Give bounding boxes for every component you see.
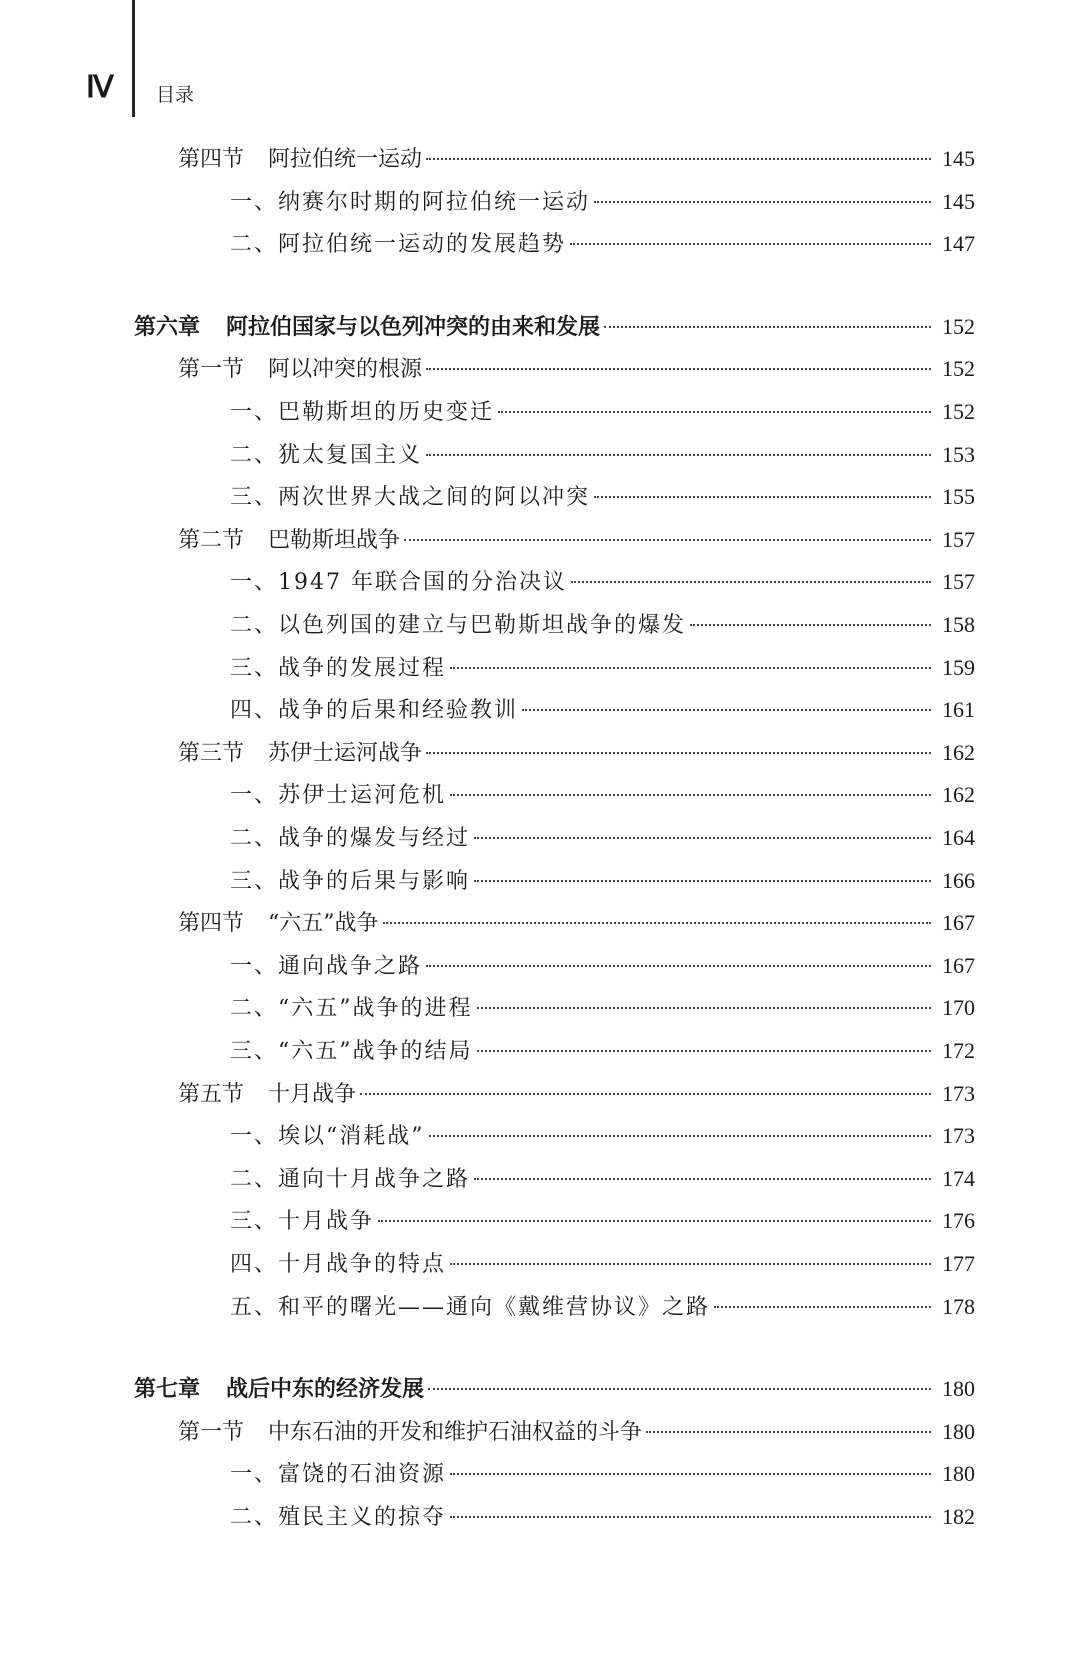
page-number-ref: 164: [942, 825, 975, 850]
page-number-ref: 152: [942, 313, 975, 339]
dot-leader: [450, 1473, 931, 1475]
toc-entry-title: [230, 438, 422, 469]
toc-row-item[interactable]: [230, 991, 975, 1031]
page-number-ref: 180: [942, 1376, 975, 1402]
dot-leader: [498, 411, 931, 413]
page-number-ref: 167: [942, 952, 975, 978]
toc-entry-title: [230, 1162, 470, 1193]
page-number-ref: 180: [942, 1461, 975, 1487]
toc-entry-title: [230, 185, 590, 216]
toc-row-item[interactable]: [230, 395, 975, 435]
section-number: 第二节: [178, 527, 245, 553]
entry-title-text: 阿拉伯统一运动: [268, 147, 423, 172]
entry-title-text: 苏伊士运河战争: [268, 740, 423, 766]
dot-leader: [378, 1220, 931, 1222]
entry-title-text: 一、1947 年联合国的分治决议: [230, 570, 567, 596]
toc-entry-title: [178, 352, 422, 383]
toc-entry-title: [230, 1457, 446, 1488]
entry-title-text: 一、苏伊士运河危机: [230, 783, 447, 809]
toc-entry-title: [230, 864, 470, 895]
dot-leader: [646, 1431, 931, 1433]
toc-row-item[interactable]: [230, 438, 975, 478]
toc-entry-title: [230, 608, 686, 639]
toc-row-item[interactable]: [230, 1034, 975, 1074]
entry-title-text: “六五”战争: [268, 911, 379, 937]
toc-entry-title: [178, 1415, 642, 1446]
page-number-ref: 172: [942, 1038, 975, 1063]
toc-row-section[interactable]: [178, 352, 975, 392]
toc-entry-title: [230, 565, 567, 596]
entry-title-text: 一、通向战争之路: [230, 953, 423, 979]
toc-entry-title: [230, 1290, 710, 1321]
page-number-ref: 178: [942, 1293, 975, 1319]
toc-row-item[interactable]: [230, 1457, 975, 1497]
dot-leader: [426, 454, 931, 456]
dot-leader: [477, 1050, 932, 1052]
toc-row-item[interactable]: [230, 1290, 975, 1330]
toc-row-item[interactable]: [230, 1204, 975, 1244]
toc-row-item[interactable]: [230, 227, 975, 267]
entry-title-text: 四、十月战争的特点: [230, 1252, 447, 1277]
entry-title-text: 一、埃以“消耗战”: [230, 1124, 425, 1150]
dot-leader: [474, 1178, 931, 1180]
page-number-ref: 145: [942, 188, 975, 214]
page-number-ref: 162: [942, 739, 975, 765]
dot-leader: [426, 965, 931, 967]
page-number-ref: 155: [942, 484, 975, 510]
toc-row-item[interactable]: [230, 1162, 975, 1202]
toc-row-section[interactable]: [178, 142, 975, 182]
entry-title-text: 二、“六五”战争的进程: [230, 996, 473, 1022]
toc-entry-title: [230, 227, 566, 258]
entry-title-text: 阿拉伯国家与以色列冲突的由来和发展: [226, 313, 601, 340]
dot-leader: [450, 1263, 931, 1265]
dot-leader: [450, 667, 931, 669]
toc-entry-title: [230, 821, 470, 852]
entry-title-text: 三、两次世界大战之间的阿以冲突: [230, 485, 591, 511]
dot-leader: [690, 624, 931, 626]
entry-title-text: 三、战争的后果与影响: [230, 868, 471, 894]
toc-entry-title: [230, 1204, 374, 1235]
toc-entry-title: [230, 480, 590, 511]
toc-entry-title: [230, 1034, 473, 1065]
toc-row-item[interactable]: [230, 949, 975, 989]
toc-entry-title: [178, 1077, 356, 1108]
running-header-title: 目录: [156, 84, 195, 106]
dot-leader: [604, 326, 931, 328]
toc-entry-title: [134, 310, 600, 341]
section-number: 第三节: [178, 740, 245, 766]
entry-title-text: 一、富饶的石油资源: [230, 1462, 447, 1488]
toc-row-item[interactable]: [230, 565, 975, 605]
toc-entry-title: [230, 991, 473, 1022]
toc-entry-title: [230, 949, 422, 980]
toc-row-item[interactable]: [230, 821, 975, 861]
toc-row-section[interactable]: [178, 736, 975, 776]
page-number-ref: 161: [942, 697, 975, 723]
page-number-ref: 174: [942, 1165, 975, 1191]
entry-title-text: 一、巴勒斯坦的历史变迁: [230, 400, 495, 425]
toc-row-item[interactable]: [230, 651, 975, 691]
toc-entry-title: [230, 395, 494, 426]
toc-entry-title: [230, 693, 518, 724]
toc-row-item[interactable]: [230, 185, 975, 225]
dot-leader: [360, 1093, 931, 1095]
page-number-ref: 159: [942, 654, 975, 680]
section-number: 第一节: [178, 1419, 245, 1445]
dot-leader: [428, 1388, 931, 1390]
section-number: 第四节: [178, 147, 245, 172]
page-number-ref: 173: [942, 1080, 975, 1106]
page-number-ref: 173: [942, 1123, 975, 1149]
toc-row-section[interactable]: [178, 1415, 975, 1455]
dot-leader: [571, 581, 931, 583]
page-number: Ⅳ: [86, 71, 112, 104]
page-number-ref: 167: [942, 910, 975, 936]
section-number: 第四节: [178, 911, 245, 937]
toc-row-section[interactable]: [178, 1077, 975, 1117]
toc-entry-title: [134, 1372, 424, 1403]
dot-leader: [426, 158, 931, 160]
toc-row-section[interactable]: [178, 906, 975, 946]
dot-leader: [714, 1306, 931, 1308]
entry-title-text: 阿以冲突的根源: [268, 357, 423, 383]
toc-row-item[interactable]: [230, 1119, 975, 1159]
toc-entry-title: [178, 142, 422, 173]
toc-entry-title: [230, 1119, 425, 1150]
entry-title-text: 二、阿拉伯统一运动的发展趋势: [230, 232, 567, 258]
dot-leader: [594, 496, 931, 498]
entry-title-text: 巴勒斯坦战争: [268, 527, 401, 553]
page-number-ref: 176: [942, 1208, 975, 1234]
dot-leader: [474, 837, 931, 839]
entry-title-text: 二、战争的爆发与经过: [230, 826, 471, 851]
entry-title-text: 二、通向十月战争之路: [230, 1166, 471, 1192]
header-divider: [132, 0, 135, 117]
entry-title-text: 四、战争的后果和经验教训: [230, 698, 519, 724]
entry-title-text: 五、和平的曙光——通向《戴维营协议》之路: [230, 1294, 711, 1320]
toc-row-item[interactable]: [230, 864, 975, 904]
toc-row-item[interactable]: [230, 693, 975, 733]
toc-entry-title: [178, 523, 400, 554]
section-number: 第五节: [178, 1081, 245, 1107]
page-number-ref: 147: [942, 231, 975, 257]
toc-row-item[interactable]: [230, 608, 975, 648]
dot-leader: [426, 368, 931, 370]
toc-entry-title: [230, 778, 446, 809]
dot-leader: [474, 880, 931, 882]
page-number-ref: 157: [942, 569, 975, 595]
toc-entry-title: [230, 1247, 446, 1278]
toc-row-chapter[interactable]: [134, 1372, 975, 1412]
toc-entry-title: [230, 651, 446, 682]
toc-row-item[interactable]: [230, 480, 975, 520]
dot-leader: [450, 794, 931, 796]
toc-entry-title: [230, 1500, 446, 1531]
toc-row-item[interactable]: [230, 1500, 975, 1540]
page-number-ref: 145: [942, 146, 975, 171]
toc-row-section[interactable]: [178, 523, 975, 563]
entry-title-text: 二、犹太复国主义: [230, 442, 423, 468]
dot-leader: [477, 1007, 932, 1009]
dot-leader: [383, 922, 931, 924]
toc-row-item[interactable]: [230, 778, 975, 818]
entry-title-text: 三、战争的发展过程: [230, 655, 447, 681]
dot-leader: [522, 709, 931, 711]
dot-leader: [429, 1135, 932, 1137]
toc-row-item[interactable]: [230, 1247, 975, 1287]
entry-title-text: 中东石油的开发和维护石油权益的斗争: [268, 1419, 643, 1445]
page-header: [0, 0, 1080, 130]
page-number-ref: 152: [942, 356, 975, 382]
entry-title-text: 二、以色列国的建立与巴勒斯坦战争的爆发: [230, 613, 687, 638]
section-number: 第一节: [178, 357, 245, 383]
chapter-number: 第七章: [134, 1376, 201, 1403]
dot-leader: [594, 201, 931, 203]
page-number-ref: 152: [942, 399, 975, 424]
page-number-ref: 170: [942, 995, 975, 1021]
entry-title-text: 三、“六五”战争的结局: [230, 1039, 473, 1064]
page-number-ref: 166: [942, 867, 975, 893]
entry-title-text: 二、殖民主义的掠夺: [230, 1505, 447, 1530]
entry-title-text: 战后中东的经济发展: [226, 1376, 425, 1403]
toc-row-chapter[interactable]: [134, 310, 975, 350]
dot-leader: [404, 539, 931, 541]
entry-title-text: 三、十月战争: [230, 1209, 375, 1235]
dot-leader: [570, 243, 931, 245]
dot-leader: [426, 752, 931, 754]
page-number-ref: 162: [942, 782, 975, 808]
chapter-number: 第六章: [134, 313, 201, 340]
page-number-ref: 177: [942, 1251, 975, 1276]
page-number-ref: 157: [942, 526, 975, 552]
page-number-ref: 153: [942, 441, 975, 467]
page-number-ref: 180: [942, 1418, 975, 1444]
entry-title-text: 十月战争: [268, 1081, 357, 1107]
dot-leader: [450, 1516, 931, 1518]
toc-entry-title: [178, 906, 379, 937]
entry-title-text: 一、纳赛尔时期的阿拉伯统一运动: [230, 189, 591, 215]
toc-entry-title: [178, 736, 422, 767]
page-number-ref: 158: [942, 612, 975, 637]
page-number-ref: 182: [942, 1504, 975, 1529]
